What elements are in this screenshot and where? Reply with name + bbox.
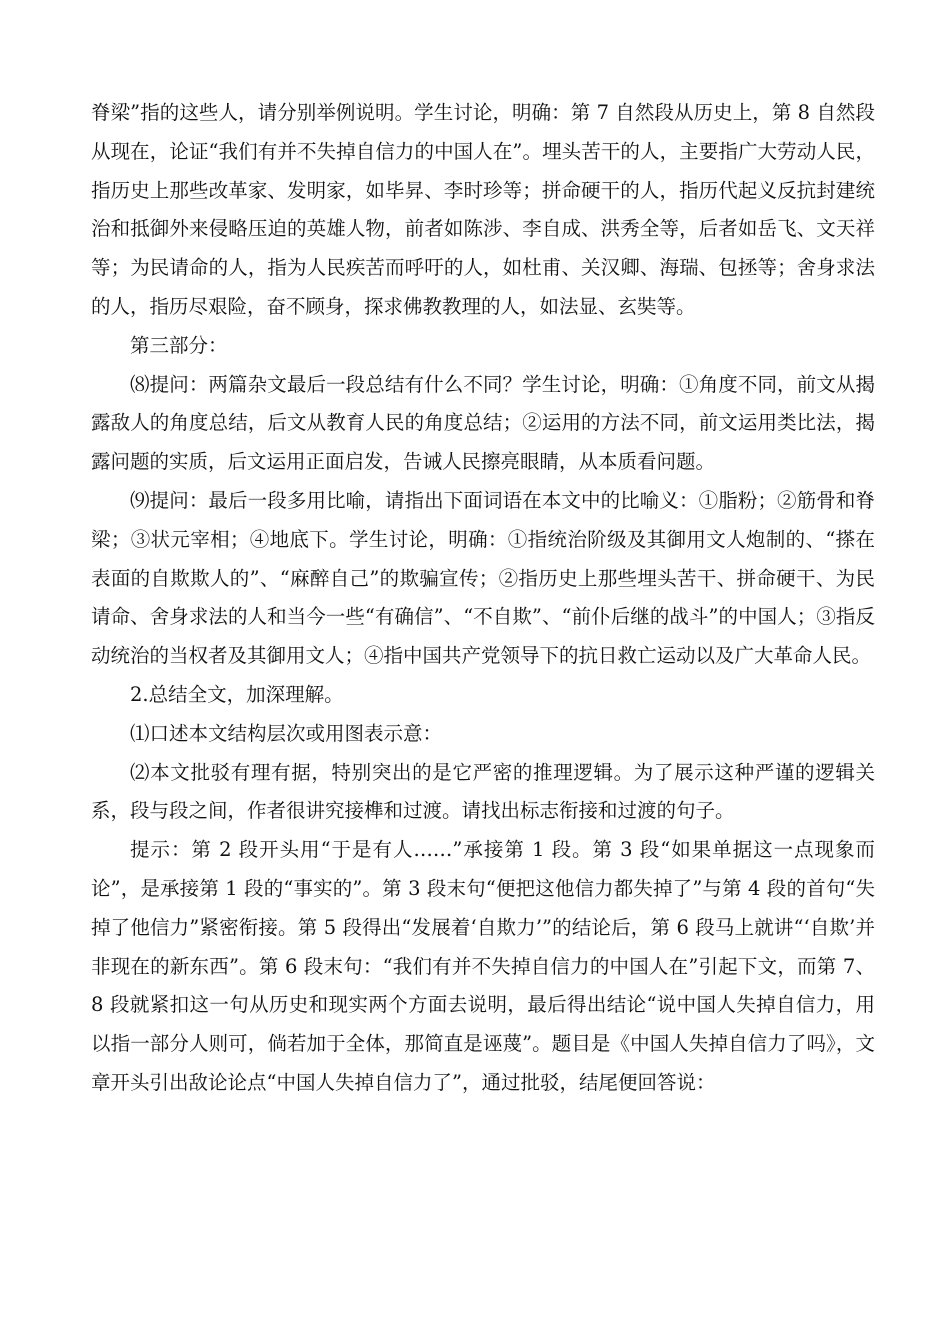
paragraph-question-8: ⑻提问：两篇杂文最后一段总结有什么不同？学生讨论，明确：①角度不同，前文从揭露敌人的角度总结，后文从教育人民的角度总结；②运用的方法不同，前文运用类比法，揭露问题的实质，后文运用正面启发，告诫人民擦亮眼睛，从本质看问题。 <box>91 372 875 474</box>
paragraph-hint: 提示：第 2 段开头用“于是有人……”承接第 1 段。第 3 段“如果单据这一点现象而论”，是承接第 1 段的“事实的”。第 3 段末句“便把这他信力都失掉了”与第 4 段的首句“失掉了他信力”紧密衔接。第 5 段得出“发展着‘自欺力’”的结论后，第 6 段马上就讲“‘自欺’并非现在的新东西”。第 6 段末句：“我们有并不失掉自信力的中国人在”引起下文，而第 7、8 段就紧扣这一句从历史和现实两个方面去说明，最后得出结论“说中国人失掉自信力，用以指一部分人则可，倘若加于全体，那简直是诬蔑”。题目是《中国人失掉自信力了吗》，文章开头引出敌论论点“中国人失掉自信力了”，通过批驳，结尾便回答说： <box>91 838 875 1094</box>
paragraph-question-9: ⑼提问：最后一段多用比喻，请指出下面词语在本文中的比喻义：①脂粉；②筋骨和脊梁；③状元宰相；④地底下。学生讨论，明确：①指统治阶级及其御用文人炮制的、“搽在表面的自欺欺人的”、“麻醉自己”的欺骗宣传；②指历史上那些埋头苦干、拼命硬干、为民请命、舍身求法的人和当今一些“有确信”、“不自欺”、“前仆后继的战斗”的中国人；③指反动统治的当权者及其御用文人；④指中国共产党领导下的抗日救亡运动以及广大革命人民。 <box>91 488 875 668</box>
document-page <box>91 94 875 1103</box>
paragraph-logic-task: ⑵本文批驳有理有据，特别突出的是它严密的推理逻辑。为了展示这种严谨的逻辑关系，段与段之间，作者很讲究接榫和过渡。请找出标志衔接和过渡的句子。 <box>91 760 875 823</box>
paragraph-structure-task: ⑴口述本文结构层次或用图表示意： <box>130 721 443 745</box>
paragraph-pillars-examples: 脊梁”指的这些人，请分别举例说明。学生讨论，明确：第 7 自然段从历史上，第 8 自然段从现在，论证“我们有并不失掉自信力的中国人在”。埋头苦干的人，主要指广大劳动人民，指历史上那些改革家、发明家，如毕昇、李时珍等；拼命硬干的人，指历代起义反抗封建统治和抵御外来侵略压迫的英雄人物，前者如陈涉、李自成、洪秀全等，后者如岳飞、文天祥等；为民请命的人，指为人民疾苦而呼吁的人，如杜甫、关汉卿、海瑞、包拯等；舍身求法的人，指历尽艰险，奋不顾身，探求佛教教理的人，如法显、玄奘等。 <box>91 101 875 318</box>
section-heading-part-three: 第三部分： <box>130 333 228 357</box>
paragraph-summary-heading: 2.总结全文，加深理解。 <box>130 682 344 706</box>
